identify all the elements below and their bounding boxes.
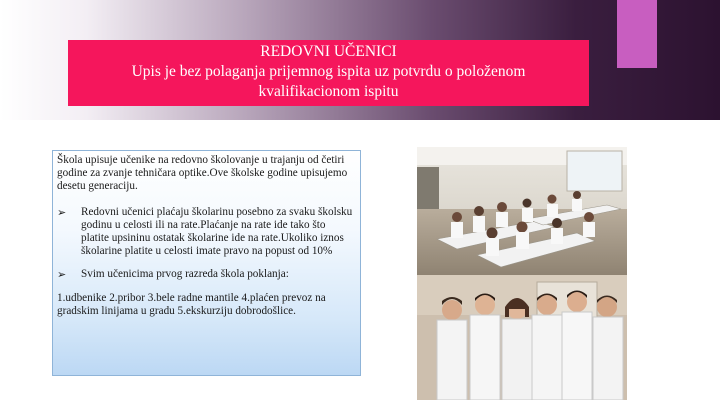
bullet-text: Svim učenicima prvog razreda škola poklanja: — [81, 268, 289, 281]
bullet-text: Redovni učenici plaćaju školarinu posebno za svaku školsku godinu u celosti ili na rate.Plaćanje na rate ide tako što platite upsininu ostatak školarine ide na rate.Ukoliko iznos školarine platite u celosti imate pravo na popust od 10% — [81, 205, 353, 258]
title-subtitle-line-2: kvalifikacionom ispitu — [258, 83, 399, 100]
title-heading: REDOVNI UČENICI — [260, 43, 397, 60]
classroom-photo-image — [417, 147, 627, 400]
title-subtitle-line-1: Upis je bez polaganja prijemnog ispita uz potvrdu o položenom — [131, 63, 526, 80]
students-photo — [417, 147, 627, 400]
bullet-item-tuition — [57, 206, 355, 259]
bullet-item-gifts — [57, 268, 355, 281]
gifts-paragraph: 1.udbenike 2.pribor 3.bele radne mantile 4.plaćen prevoz na gradskim linijama u gradu 5.ekskurziju dobrodošlice. — [57, 291, 326, 317]
arrow-bullet-icon: ➢ — [57, 268, 67, 282]
arrow-bullet-icon: ➢ — [57, 205, 67, 219]
title-box — [68, 40, 589, 106]
content-box — [52, 150, 361, 376]
accent-bar — [617, 0, 657, 68]
intro-paragraph: Škola upisuje učenike na redovno školovanje u trajanju od četiri godine za zvanje tehničara optike.Ove školske godine upisujemo desetu generaciju. — [57, 154, 348, 193]
